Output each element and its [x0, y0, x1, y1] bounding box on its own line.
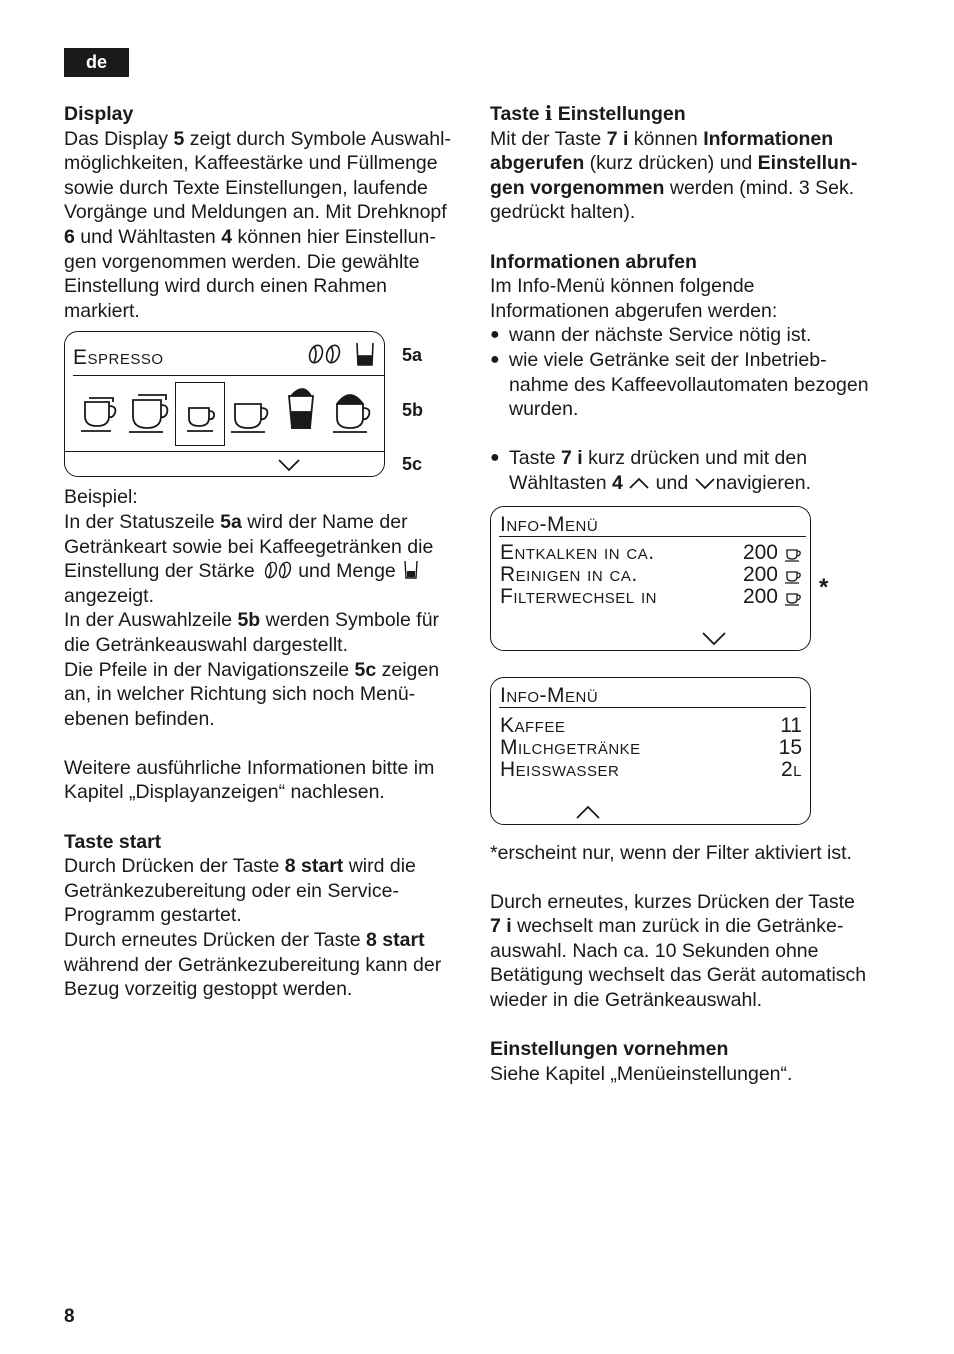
chevron-down-icon	[701, 630, 727, 646]
bean-strength-icon	[260, 560, 298, 580]
info-row-milk: Milchgetränke 15	[500, 735, 802, 759]
quantity-cup-icon	[401, 559, 421, 581]
bullet-service: ● wann der nächste Service nötig ist.	[490, 323, 910, 348]
espresso-cup-icon	[784, 547, 802, 563]
footnote: *erscheint nur, wenn der Filter aktiviert ist.	[490, 841, 852, 864]
latte-glass-icon	[289, 389, 313, 428]
info-menu-title: Info-Menü	[500, 512, 599, 536]
espresso-cup-icon	[784, 569, 802, 585]
language-tab: de	[64, 48, 129, 77]
filter-star: *	[819, 573, 829, 601]
double-cup-icon	[81, 398, 115, 431]
info-row-clean: Reinigen in ca. 200	[500, 564, 802, 586]
start-heading: Taste start	[64, 830, 162, 853]
left-column	[64, 102, 469, 1002]
label-5c: 5c	[402, 454, 423, 475]
display-figure	[64, 331, 469, 477]
coffee-cup-icon	[231, 404, 267, 432]
label-5a: 5a	[402, 345, 423, 366]
info-row-filter: Filterwechsel in 200	[500, 586, 802, 608]
more-info-paragraph: Weitere ausführliche Informationen bitte im Kapitel „Displayanzeigen“ nachlesen.	[64, 756, 435, 804]
example-paragraph: Beispiel: In der Statuszeile 5a wird der Name der Getränkeart sowie bei Kaffeegetränken die Einstellung der Stärke und Menge angezeigt. In der Auswahlzeile 5b werden Symbole für die Getränkeauswahl dargestellt. Die Pfeile in der Navigationszeile 5c zeigen an, in welcher Richtung sich noch Menü- ebenen befinden.	[64, 486, 440, 730]
bullet-navigate: ● Taste 7 i kurz drücken und mit den Wähltasten 4 und navigieren.	[490, 446, 910, 495]
settings-heading: Taste i Einstellungen	[490, 102, 686, 125]
bullet-drinks: ● wie viele Getränke seit der Inbetrieb- nahme des Kaffeevollautomaten bezogen wurden.	[490, 348, 910, 422]
display-status-title: Espresso	[73, 346, 164, 370]
info-menu-panel-1	[490, 506, 811, 651]
info-menu-title: Info-Menü	[500, 683, 599, 707]
settings2-heading: Einstellungen vornehmen	[490, 1038, 729, 1061]
bean-strength-icon	[307, 344, 341, 365]
settings2-text: Siehe Kapitel „Menüeinstellungen“.	[490, 1062, 793, 1085]
chevron-up-icon	[628, 476, 650, 490]
settings-paragraph: Mit der Taste 7 i können Informationen abgerufen (kurz drücken) und Einstellun- gen vorgenommen werden (mind. 3 Sek. gedrückt halten).	[490, 127, 858, 224]
quantity-cup-icon	[357, 343, 373, 365]
espresso-cup-icon	[784, 591, 802, 607]
chevron-down-icon	[279, 460, 299, 470]
info-row-coffee: Kaffee 11	[500, 713, 802, 737]
info-menu-panel-2	[490, 677, 811, 825]
info-row-hotwater: Heisswasser 2l	[500, 757, 802, 781]
info-heading: Informationen abrufen	[490, 250, 697, 273]
start-paragraph: Durch Drücken der Taste 8 start wird die Getränkezubereitung oder ein Service- Programm gestartet. Durch erneutes Drücken der Taste 8 start während der Getränkezubereitung kann der Bezug vorzeitig gestoppt werden.	[64, 855, 442, 1001]
display-paragraph: Das Display 5 zeigt durch Symbole Auswahl- möglichkeiten, Kaffeestärke und Füllmenge sowie durch Texte Einstellungen, laufende Vorgänge und Meldungen an. Mit Drehknopf 6 und Wähltasten 4 können hier Einstellun- gen vorgenommen werden. Die gewählte Einstellung wird durch einen Rahmen markiert.	[64, 127, 451, 322]
chevron-up-icon	[575, 804, 601, 820]
chevron-down-icon	[694, 476, 716, 490]
double-large-cup-icon	[129, 395, 167, 432]
page-number: 8	[64, 1306, 75, 1327]
selection-frame	[175, 382, 225, 446]
return-paragraph: Durch erneutes, kurzes Drücken der Taste 7 i wechselt man zurück in die Getränke- auswahl. Nach ca. 10 Sekunden ohne Betätigung wechselt das Gerät automatisch wieder in die Getränkeauswahl.	[490, 890, 867, 1012]
right-column: Taste i Einstellungen Mit der Taste 7 i können Informationen abgerufen (kurz drücken) und Einstellun- gen vorgenommen werden (mind. 3 Sek. gedrückt halten). Informationen abrufen Im Info-Menü können folgende Informationen abgerufen werden: ● wann der nächste Service nötig ist. ● wie viele Getränke seit der Inbetrieb- nahme des Kaffeevollautomaten bezogen wurden. ● Taste 7 i kurz drücken und mit den Wähltasten 4 und navigieren. Info-Menü Entkalken in ca. 200 Reinigen in ca. 200 Filterwechsel in 200 * Info-Menü Kaffee 11 Milchgetränke 15 Heisswasser 2l *erscheint nur, wenn der Filter aktiviert ist. Durch erneutes, kurzes Drücken der Taste 7 i wechselt man zurück in die Getränke- auswahl. Nach ca. 10 Sekunden ohne Betätigung wechselt das Gerät automatisch wieder in die Getränkeauswahl. Einstellungen vornehmen Siehe Kapitel „Menüeinstellungen“.	[490, 102, 910, 1086]
info-row-descale: Entkalken in ca. 200	[500, 542, 802, 564]
espresso-display	[64, 331, 385, 477]
cappuccino-cup-icon	[333, 395, 369, 432]
display-heading: Display	[64, 103, 134, 125]
label-5b: 5b	[402, 400, 424, 421]
